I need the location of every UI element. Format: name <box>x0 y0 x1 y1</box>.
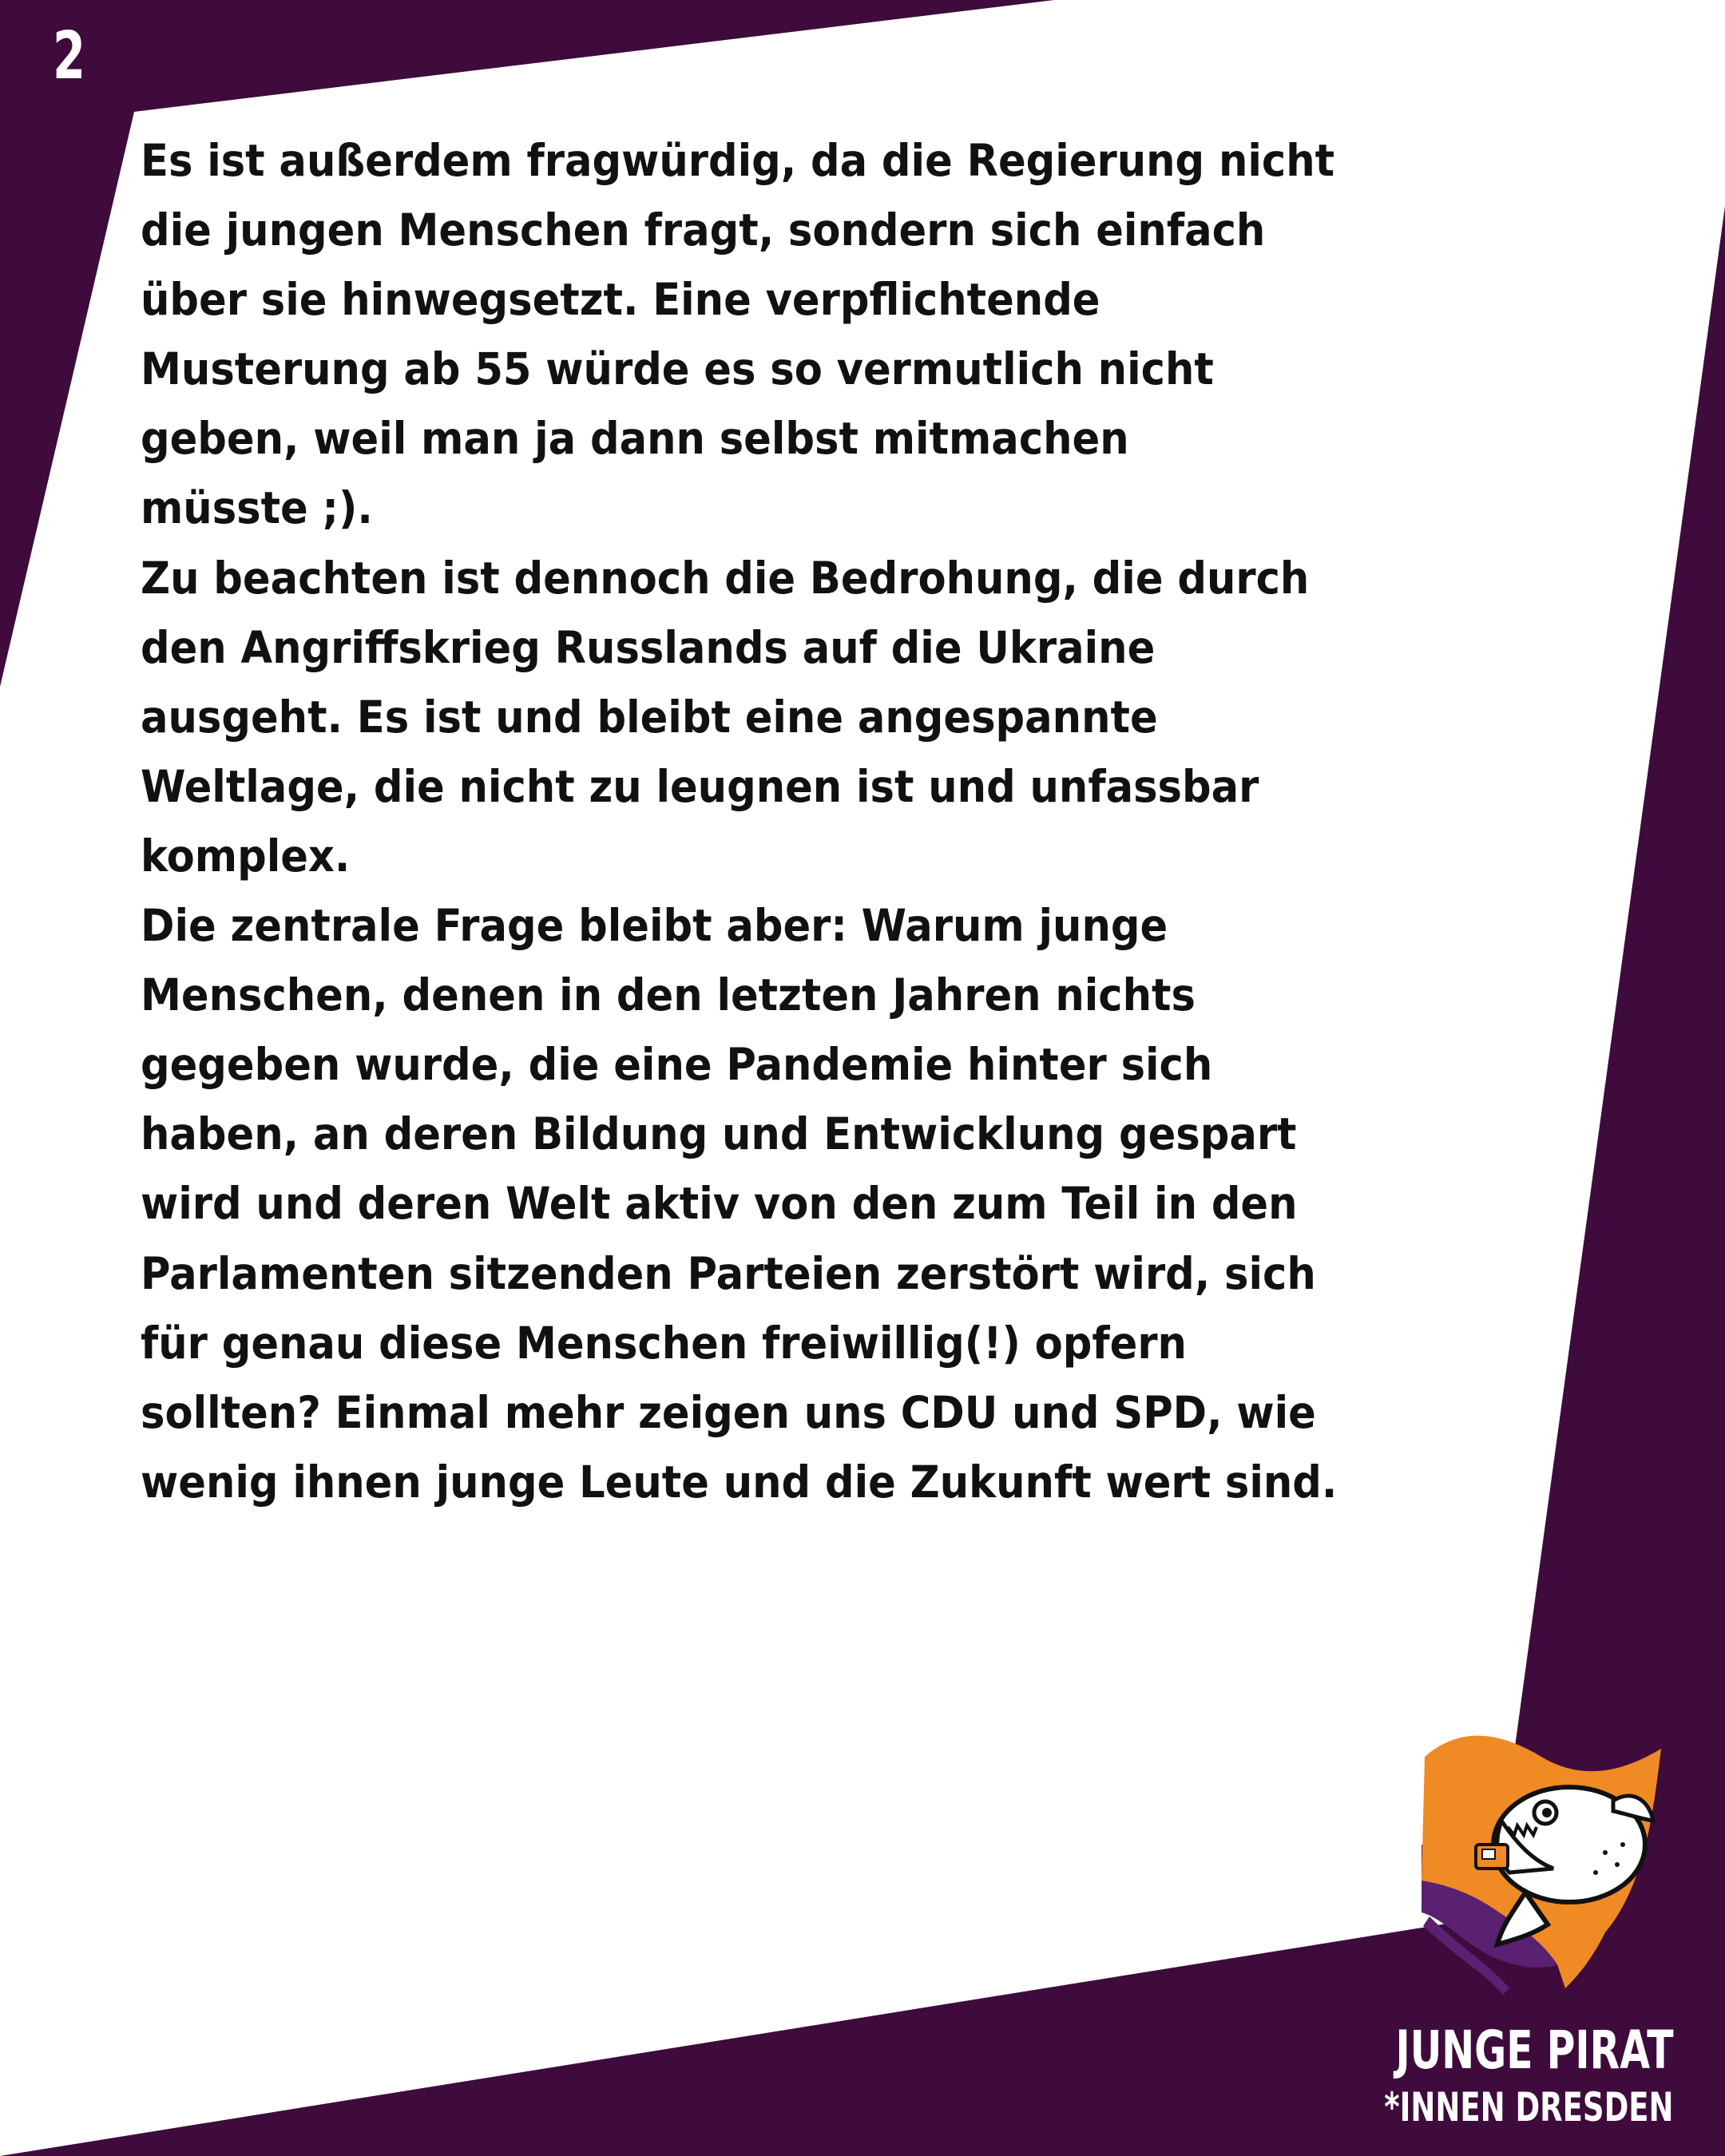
text-line: Weltlage, die nicht zu leugnen ist und unfassbar <box>141 760 1259 812</box>
brand-location: *INNEN DRESDEN <box>1384 2084 1674 2130</box>
text-line: die jungen Menschen fragt, sondern sich einfach <box>141 204 1266 256</box>
text-line: Zu beachten ist dennoch die Bedrohung, die durch <box>141 552 1310 604</box>
text-line: wenig ihnen junge Leute und die Zukunft wert sind. <box>141 1456 1338 1508</box>
text-line: ausgeht. Es ist und bleibt eine angespannte <box>141 691 1158 743</box>
text-line: müsste ;). <box>141 482 373 534</box>
text-line: den Angriffskrieg Russlands auf die Ukraine <box>141 621 1156 673</box>
text-line: Es ist außerdem fragwürdig, da die Regierung nicht <box>141 135 1335 186</box>
brand-wordmark <box>1283 2019 1674 2132</box>
text-line: komplex. <box>141 830 351 882</box>
page-number: 2 <box>53 18 86 94</box>
text-line: über sie hinwegsetzt. Eine verpflichtende <box>141 274 1100 326</box>
text-line: wird und deren Welt aktiv von den zum Teil in den <box>141 1178 1298 1230</box>
text-line: geben, weil man ja dann selbst mitmachen <box>141 413 1129 465</box>
brand-name: JUNGE PIRAT <box>1395 2019 1674 2081</box>
text-line: Musterung ab 55 würde es so vermutlich nicht <box>141 343 1214 395</box>
text-line: Menschen, denen in den letzten Jahren nichts <box>141 969 1196 1021</box>
pirate-fish-flag-logo-icon <box>1414 1725 1677 1996</box>
text-line: Parlamenten sitzenden Parteien zerstört wird, sich <box>141 1247 1316 1299</box>
text-line: Die zentrale Frage bleibt aber: Warum junge <box>141 900 1168 952</box>
body-text <box>141 126 1450 1517</box>
text-line: haben, an deren Bildung und Entwicklung gespart <box>141 1108 1297 1160</box>
text-line: gegeben wurde, die eine Pandemie hinter sich <box>141 1039 1213 1091</box>
text-line: sollten? Einmal mehr zeigen uns CDU und SPD, wie <box>141 1386 1316 1438</box>
text-line: für genau diese Menschen freiwillig(!) opfern <box>141 1317 1187 1369</box>
